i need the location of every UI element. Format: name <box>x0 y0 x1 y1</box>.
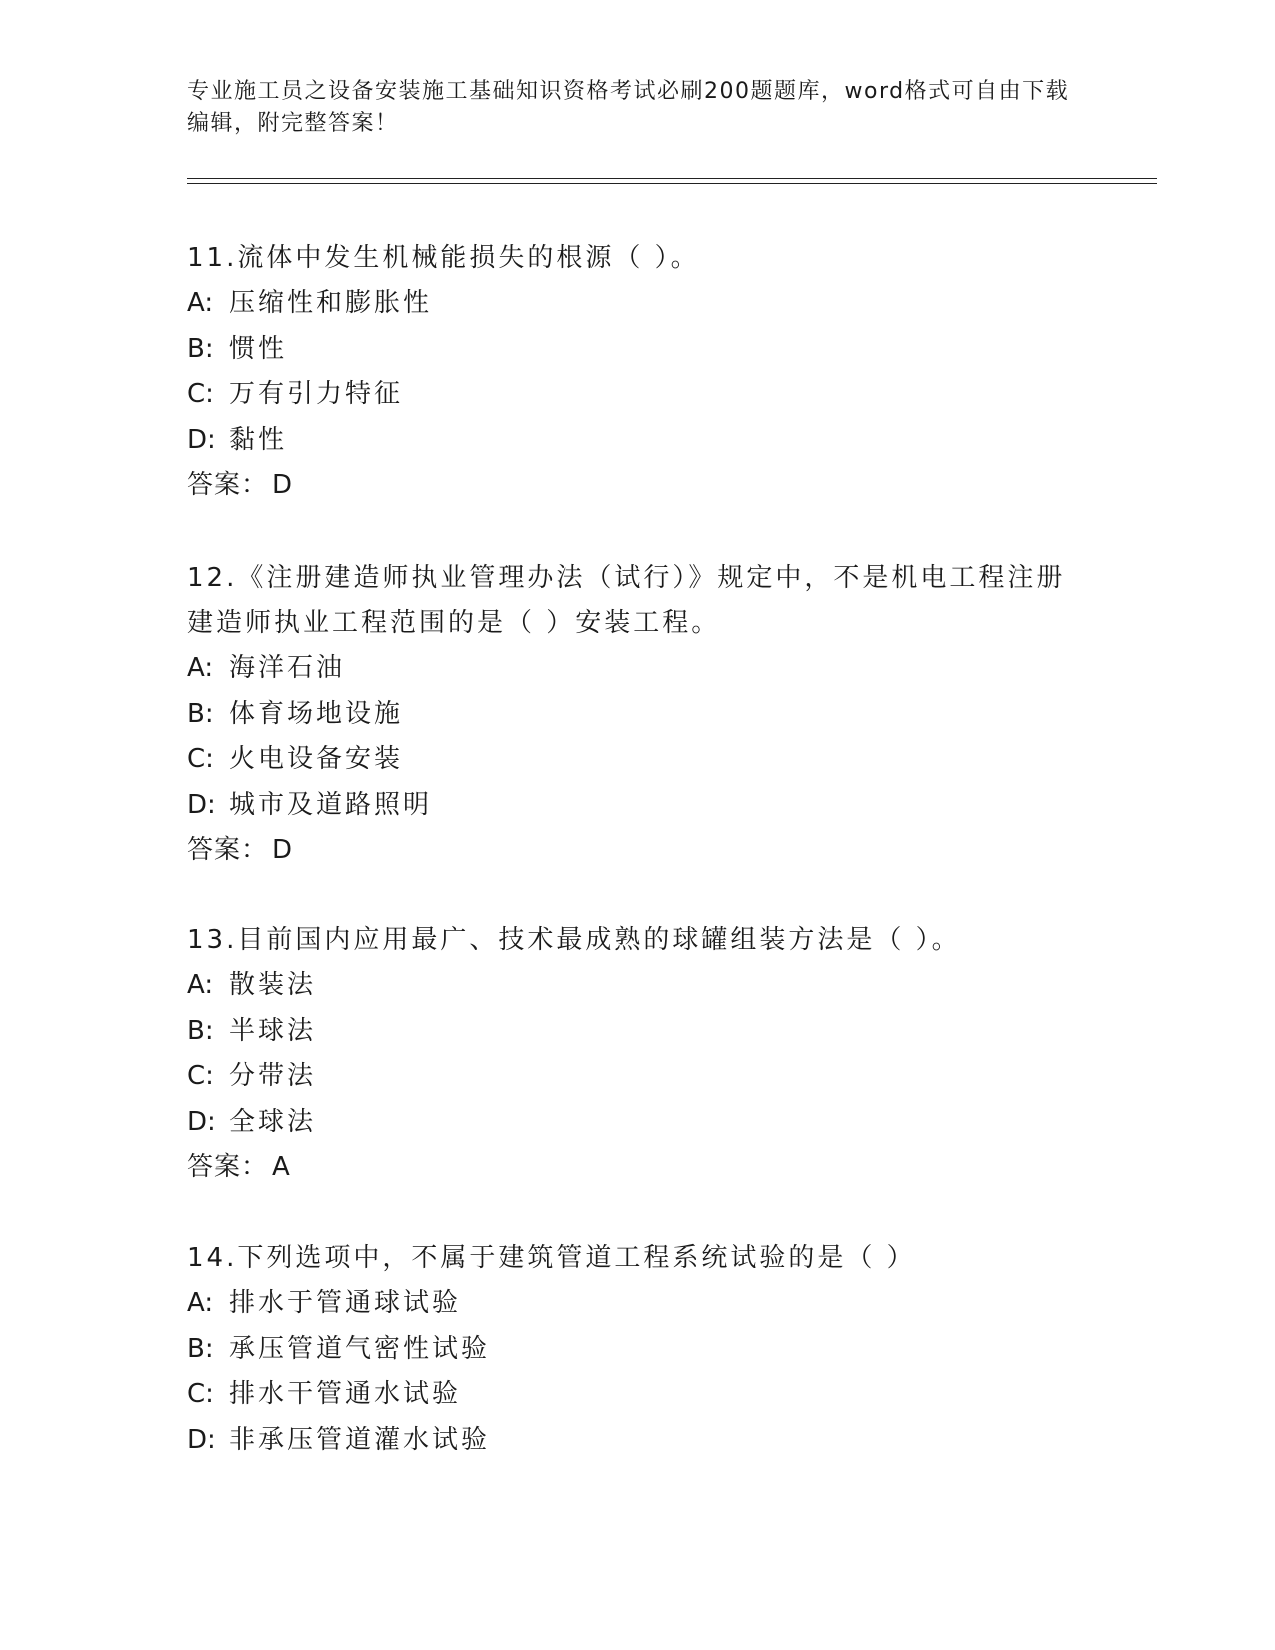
option-letter: B: <box>187 333 214 364</box>
option-text: 非承压管道灌水试验 <box>229 1424 491 1455</box>
option-text: 万有引力特征 <box>229 379 404 409</box>
answer-label: 答案： <box>187 835 269 865</box>
option-d <box>187 783 1087 829</box>
answer-label: 答案： <box>187 470 269 500</box>
document-header: 专业施工员之设备安装施工基础知识资格考试必刷200题题库，word格式可自由下载编辑，附完整答案！ <box>187 79 1070 136</box>
question-stem: 14.下列选项中，不属于建筑管道工程系统试验的是（ ） <box>187 1243 916 1273</box>
option-a <box>187 281 1087 327</box>
answer-value: D <box>272 835 294 865</box>
option-letter: D: <box>187 1106 216 1137</box>
header-divider-top <box>187 178 1157 179</box>
option-text: 城市及道路照明 <box>229 789 433 820</box>
question-12 <box>187 556 1087 874</box>
option-c <box>187 1372 1087 1418</box>
option-letter: C: <box>187 379 214 409</box>
option-letter: C: <box>187 1379 214 1409</box>
option-letter: D: <box>187 789 216 820</box>
option-text: 散装法 <box>229 970 317 1000</box>
option-a <box>187 963 1087 1009</box>
option-c <box>187 737 1087 783</box>
option-text: 承压管道气密性试验 <box>229 1333 491 1364</box>
option-text: 压缩性和膨胀性 <box>229 288 433 318</box>
option-letter: D: <box>187 1424 216 1455</box>
answer-value: A <box>272 1152 291 1182</box>
header-divider-bottom <box>187 183 1157 184</box>
option-b <box>187 1009 1087 1055</box>
option-text: 半球法 <box>229 1015 317 1046</box>
question-stem: 11.流体中发生机械能损失的根源（ ）。 <box>187 243 700 273</box>
option-b <box>187 1327 1087 1373</box>
option-c <box>187 1054 1087 1100</box>
answer-label: 答案： <box>187 1152 269 1182</box>
question-stem: 13.目前国内应用最广、技术最成熟的球罐组装方法是（ ）。 <box>187 925 961 955</box>
option-letter: A: <box>187 653 214 683</box>
option-text: 火电设备安装 <box>229 744 404 774</box>
option-text: 分带法 <box>229 1061 317 1091</box>
option-letter: C: <box>187 744 214 774</box>
question-stem: 12.《注册建造师执业管理办法（试行）》规定中，不是机电工程注册建造师执业工程范围的是（ ）安装工程。 <box>187 563 1066 638</box>
option-letter: B: <box>187 698 214 729</box>
option-text: 排水于管通球试验 <box>229 1288 462 1318</box>
option-text: 惯性 <box>229 333 288 364</box>
option-letter: B: <box>187 1333 214 1364</box>
option-letter: A: <box>187 1288 214 1318</box>
option-text: 全球法 <box>229 1106 317 1137</box>
question-13 <box>187 918 1087 1191</box>
option-letter: A: <box>187 970 214 1000</box>
answer-line <box>187 463 1087 509</box>
option-d <box>187 1418 1087 1464</box>
question-14 <box>187 1236 1087 1463</box>
option-letter: B: <box>187 1015 214 1046</box>
option-letter: C: <box>187 1061 214 1091</box>
option-text: 体育场地设施 <box>229 698 404 729</box>
option-d <box>187 1100 1087 1146</box>
option-text: 排水干管通水试验 <box>229 1379 462 1409</box>
question-11 <box>187 236 1087 509</box>
option-text: 海洋石油 <box>229 653 346 683</box>
option-c <box>187 372 1087 418</box>
option-a <box>187 646 1087 692</box>
answer-line <box>187 828 1087 874</box>
option-d <box>187 418 1087 464</box>
option-b <box>187 692 1087 738</box>
answer-line <box>187 1145 1087 1191</box>
option-b <box>187 327 1087 373</box>
option-letter: D: <box>187 424 216 455</box>
option-text: 黏性 <box>229 424 288 455</box>
answer-value: D <box>272 470 294 500</box>
option-a <box>187 1281 1087 1327</box>
option-letter: A: <box>187 288 214 318</box>
